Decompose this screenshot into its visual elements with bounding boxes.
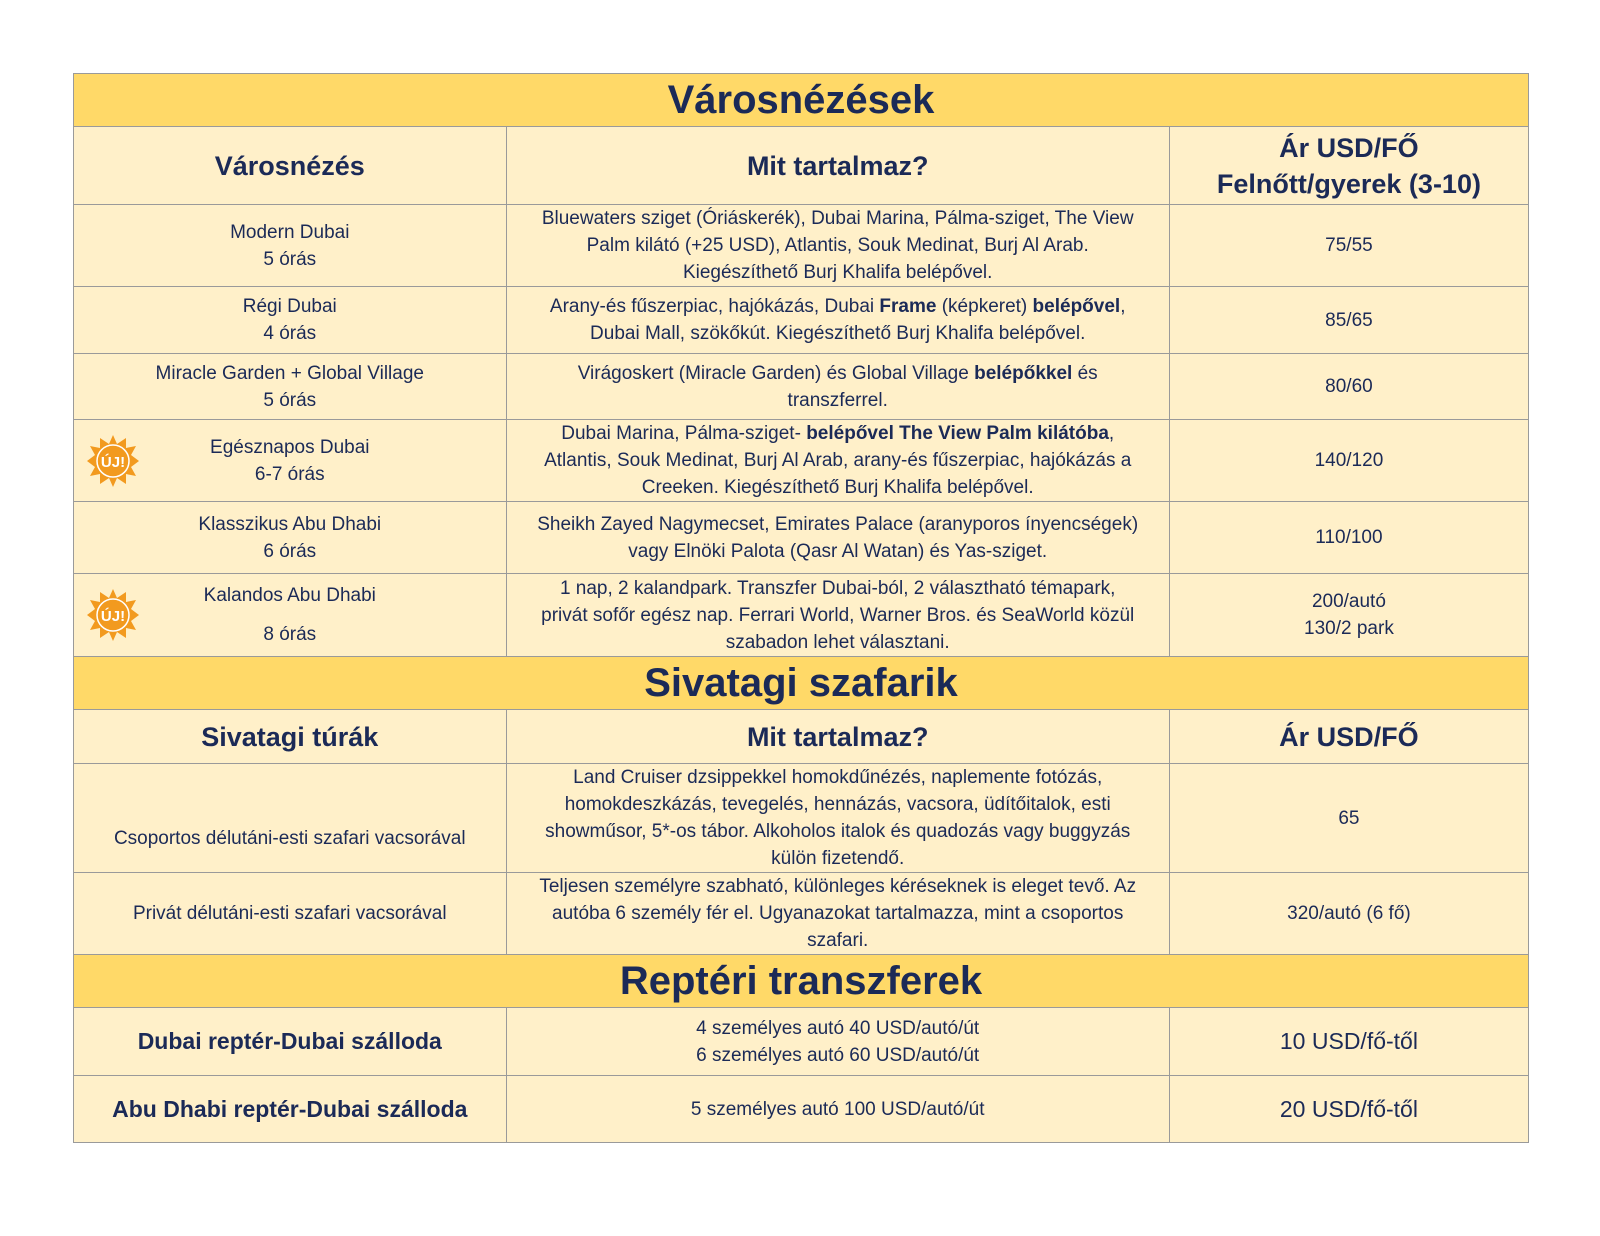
tour-price: 85/65: [1169, 287, 1528, 354]
desc-line: Palm kilátó (+25 USD), Atlantis, Souk Medinat, Burj Al Arab.: [586, 235, 1089, 256]
desc-text: ,: [1120, 296, 1126, 317]
header-desert-tour: Sivatagi túrák: [74, 710, 507, 764]
desc-line: autóba 6 személy fér el. Ugyanazokat tartalmazza, mint a csoportos: [552, 903, 1124, 924]
tour-name-cell: [74, 574, 507, 657]
tour-price: 75/55: [1169, 205, 1528, 287]
table-row: [74, 764, 1529, 873]
tour-description: [506, 287, 1169, 354]
desc-line: Land Cruiser dzsippekkel homokdűnézés, naplemente fotózás,: [573, 767, 1103, 788]
tour-description: [506, 502, 1169, 574]
tour-name-cell: [74, 287, 507, 354]
tour-name: Modern Dubai: [230, 221, 350, 243]
desc-line: Atlantis, Souk Medinat, Burj Al Arab, arany-és fűszerpiac, hajókázás a: [544, 450, 1132, 471]
desc-line: vagy Elnöki Palota (Qasr Al Watan) és Yas-sziget.: [628, 540, 1048, 562]
tour-duration: 6-7 órás: [254, 463, 325, 485]
desc-line: [517, 360, 1159, 387]
table-row: [74, 1008, 1529, 1076]
desc-line: Dubai Mall, szökőkút. Kiegészíthető Burj Khalifa belépővel.: [590, 323, 1086, 344]
tour-name: Régi Dubai: [242, 296, 337, 317]
price-line: 200/autó: [1311, 591, 1386, 612]
desc-text: és: [1072, 362, 1098, 384]
table-row: [74, 574, 1529, 657]
safari-name: Csoportos délutáni-esti szafari vacsorával: [74, 764, 507, 873]
desc-line: Teljesen személyre szabható, különleges kéréseknek is eleget tevő. Az: [539, 876, 1137, 897]
offers-table: [73, 73, 1529, 1143]
badge-text: ÚJ!: [100, 608, 126, 625]
desc-line: [517, 293, 1159, 320]
desc-line: Creeken. Kiegészíthető Burj Khalifa belépővel.: [641, 477, 1034, 498]
table-row: [74, 354, 1529, 420]
desc-line: transzferrel.: [787, 389, 888, 411]
tour-name-cell: [74, 354, 507, 420]
safari-description: [506, 873, 1169, 955]
header-price-line2: Felnőtt/gyerek (3-10): [1216, 168, 1481, 199]
tour-price: 80/60: [1169, 354, 1528, 420]
desc-line: Sheikh Zayed Nagymecset, Emirates Palace (aranyporos ínyencségek): [537, 513, 1139, 535]
desc-line: szabadon lehet választani.: [725, 631, 950, 653]
desc-text: (képkeret): [936, 296, 1033, 317]
transfer-route: Abu Dhabi reptér-Dubai szálloda: [74, 1076, 507, 1143]
header-city-tour: Városnézés: [74, 127, 507, 205]
desc-text: Arany-és fűszerpiac, hajókázás, Dubai: [549, 296, 880, 317]
desc-text: Virágoskert (Miracle Garden) és Global Village: [577, 362, 975, 384]
safari-description: [506, 764, 1169, 873]
table-row: [74, 420, 1529, 502]
tour-name: Miracle Garden + Global Village: [155, 362, 424, 384]
desc-line: Bluewaters sziget (Óriáskerék), Dubai Marina, Pálma-sziget, The View: [541, 208, 1134, 229]
tour-price: [1169, 574, 1528, 657]
transfer-price: 10 USD/fő-től: [1169, 1008, 1528, 1076]
header-price: [1169, 127, 1528, 205]
tour-name: Egésznapos Dubai: [210, 436, 370, 458]
badge-text: ÚJ!: [100, 453, 126, 471]
tour-duration: 5 órás: [263, 389, 317, 411]
tour-duration: 8 órás: [263, 624, 317, 645]
desc-line: külön fizetendő.: [771, 848, 905, 869]
desc-line: showműsor, 5*-os tábor. Alkoholos italok és quadozás vagy buggyzás: [545, 821, 1131, 842]
transfer-description: [506, 1008, 1169, 1076]
desc-bold: belépővel The View Palm kilátóba: [806, 423, 1109, 444]
header-price-line1: Ár USD/FŐ: [1279, 132, 1419, 163]
tour-name: Klasszikus Abu Dhabi: [198, 513, 382, 535]
transfer-description: [506, 1076, 1169, 1143]
desc-text: ,: [1108, 423, 1115, 444]
desc-bold: Frame: [879, 296, 937, 317]
section-title-desert: Sivatagi szafarik: [74, 657, 1529, 710]
desc-bold: belépőkkel: [974, 362, 1073, 384]
transfer-route: Dubai reptér-Dubai szálloda: [74, 1008, 507, 1076]
desc-line: 4 személyes autó 40 USD/autó/út: [696, 1017, 980, 1039]
tour-description: [506, 574, 1169, 657]
table-row: [74, 1076, 1529, 1143]
tour-name-cell: [74, 502, 507, 574]
tour-name-cell: [74, 205, 507, 287]
tour-description: [506, 354, 1169, 420]
section-title-city: Városnézések: [74, 74, 1529, 127]
desc-line: [517, 420, 1159, 447]
tour-price: 140/120: [1169, 420, 1528, 502]
safari-name: Privát délutáni-esti szafari vacsorával: [74, 873, 507, 955]
tour-description: [506, 420, 1169, 502]
header-contents: Mit tartalmaz?: [506, 710, 1169, 764]
table-row: [74, 873, 1529, 955]
table-row: [74, 287, 1529, 354]
safari-price: 320/autó (6 fő): [1169, 873, 1528, 955]
desc-bold: belépővel: [1032, 296, 1121, 317]
section-title-transfer: Reptéri transzferek: [74, 955, 1529, 1008]
tour-duration: 6 órás: [263, 540, 317, 562]
tour-name-cell: [74, 420, 507, 502]
header-contents: Mit tartalmaz?: [506, 127, 1169, 205]
new-starburst-icon: [86, 434, 140, 488]
transfer-price: 20 USD/fő-től: [1169, 1076, 1528, 1143]
new-starburst-icon: [86, 588, 140, 642]
tour-duration: 4 órás: [263, 323, 317, 344]
desc-line: 1 nap, 2 kalandpark. Transzfer Dubai-ból, 2 választható témapark,: [559, 577, 1116, 599]
desc-line: 5 személyes autó 100 USD/autó/út: [690, 1098, 985, 1120]
header-price: Ár USD/FŐ: [1169, 710, 1528, 764]
tour-price: 110/100: [1169, 502, 1528, 574]
desc-line: szafari.: [807, 930, 869, 951]
price-line: 130/2 park: [1304, 618, 1394, 639]
desc-line: Kiegészíthető Burj Khalifa belépővel.: [682, 262, 993, 283]
desc-text: Dubai Marina, Pálma-sziget-: [561, 423, 807, 444]
safari-price: 65: [1169, 764, 1528, 873]
desc-line: 6 személyes autó 60 USD/autó/út: [696, 1044, 980, 1066]
table-row: [74, 502, 1529, 574]
desc-line: privát sofőr egész nap. Ferrari World, Warner Bros. és SeaWorld közül: [541, 604, 1135, 626]
tour-duration: 5 órás: [263, 248, 317, 270]
tour-name: Kalandos Abu Dhabi: [203, 585, 376, 606]
table-row: [74, 205, 1529, 287]
tour-description: [506, 205, 1169, 287]
desc-line: homokdeszkázás, tevegelés, hennázás, vacsora, üdítőitalok, esti: [564, 794, 1111, 815]
